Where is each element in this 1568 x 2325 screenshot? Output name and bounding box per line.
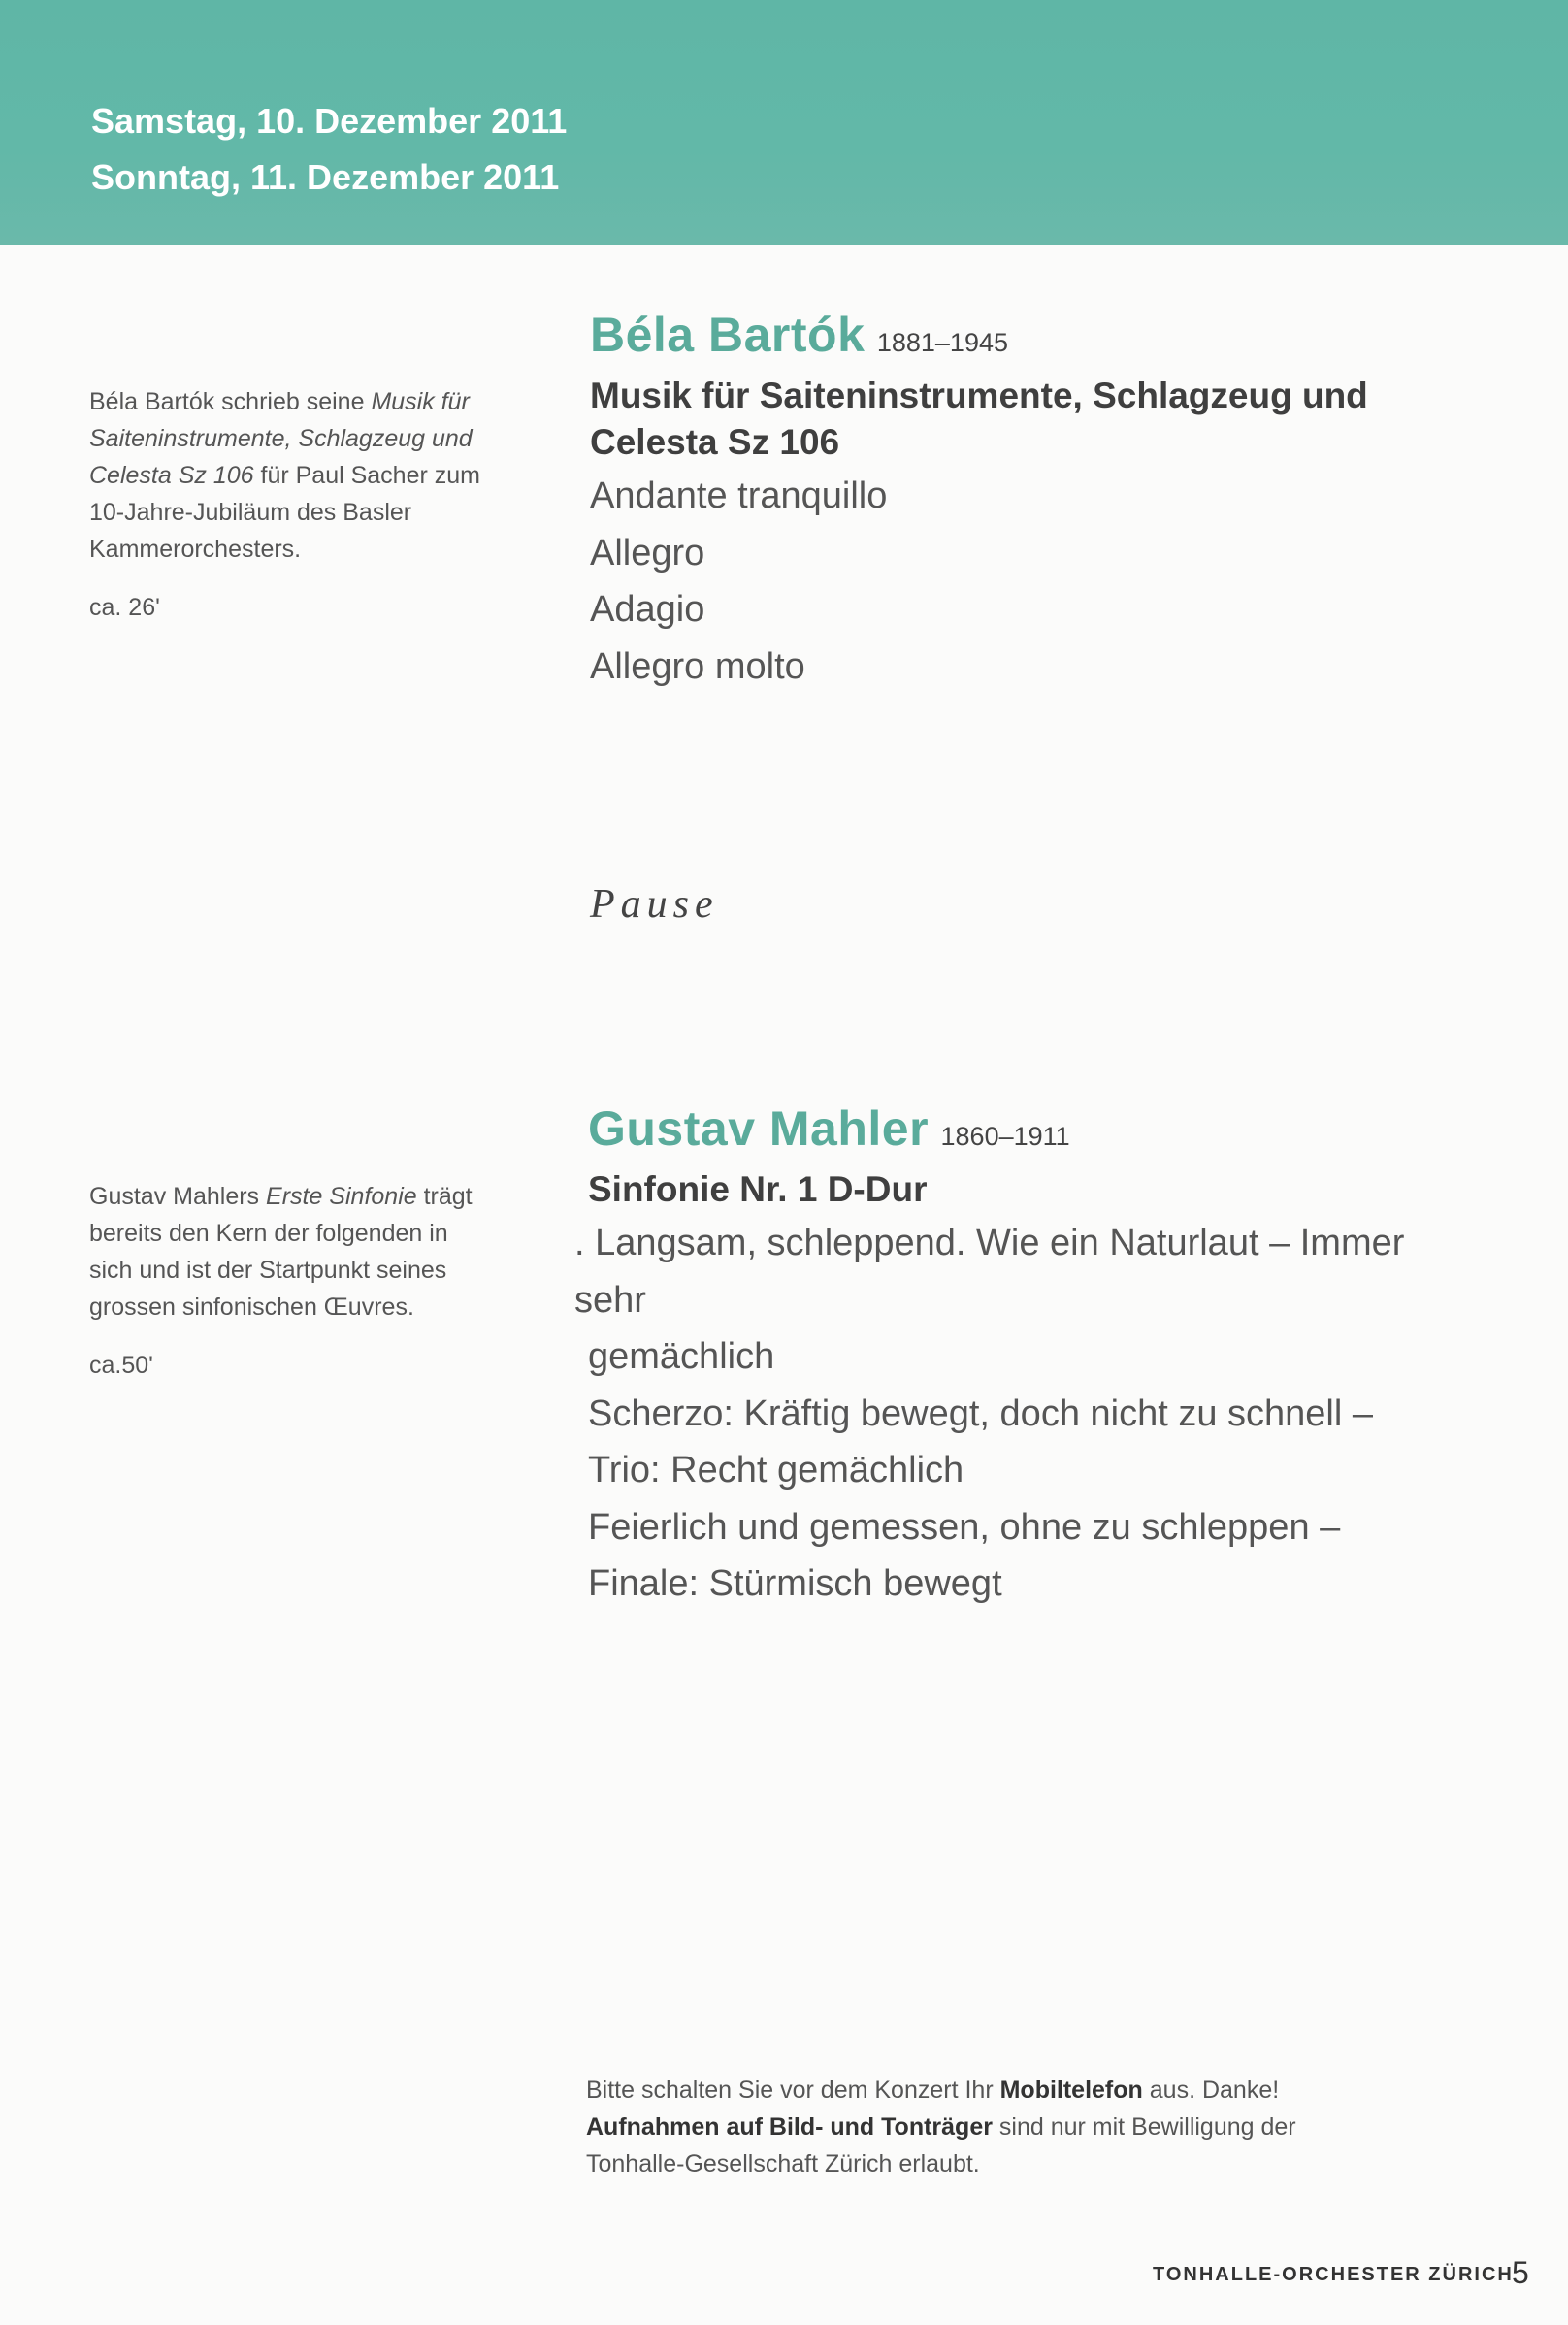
movement-item: Feierlich und gemessen, ohne zu schleppen – <box>588 1506 1341 1548</box>
pause-label: Pause <box>590 882 719 927</box>
movement-item: Finale: Stürmisch bewegt <box>588 1563 1002 1604</box>
header-band <box>0 0 1568 245</box>
movement-item: . Langsam, schleppend. Wie ein Naturlaut – Immer sehr <box>574 1223 1405 1321</box>
work-title: Sinfonie Nr. 1 D-Dur <box>588 1169 928 1209</box>
movement-list <box>590 468 1444 695</box>
movement-item: Trio: Recht gemächlich <box>588 1450 964 1490</box>
movement-item: Adagio <box>590 589 705 630</box>
movement-list <box>574 1215 1442 1613</box>
movement-item: gemächlich <box>588 1336 775 1377</box>
composer-name: Gustav Mahler <box>588 1101 930 1156</box>
footer-organization: TONHALLE-ORCHESTER ZÜRICH <box>1153 2264 1514 2285</box>
composer-name: Béla Bartók <box>590 308 866 362</box>
bartok-duration: ca. 26' <box>89 594 160 621</box>
movement-item: Allegro molto <box>590 645 805 687</box>
mahler-note-italic: Erste Sinfonie <box>266 1183 417 1210</box>
phone-notice <box>586 2072 1382 2182</box>
mahler-duration: ca.50' <box>89 1352 153 1379</box>
movement-item: Andante tranquillo <box>590 475 888 516</box>
recording-notice: Aufnahmen auf Bild- und Tonträger sind nur mit Bewilligung der Tonhalle-Gesellschaft Zürich erlaubt. <box>586 2113 1296 2178</box>
movement-item: Scherzo: Kräftig bewegt, doch nicht zu schnell – <box>588 1392 1374 1434</box>
page-number: 5 <box>1512 2255 1529 2290</box>
bartok-note-italic: Musik für Saiteninstrumente, Schlagzeug und Celesta Sz 106 <box>89 388 473 489</box>
date-saturday: Samstag, 10. Dezember 2011 <box>91 101 568 141</box>
bartok-work <box>590 307 1444 695</box>
date-sunday: Sonntag, 11. Dezember 2011 <box>91 157 560 197</box>
composer-lifespan: 1881–1945 <box>876 328 1008 357</box>
bartok-note-text: Béla Bartók schrieb seine Musik für Saiteninstrumente, Schlagzeug und Celesta Sz 106 für Paul Sacher zum 10-Jahre-Jubiläum des Basler Kammerorchesters. <box>89 388 480 563</box>
movement-item: Allegro <box>590 532 705 573</box>
mahler-work <box>574 1100 1442 1613</box>
mahler-note <box>89 1178 497 1384</box>
mahler-composer-line <box>588 1100 1442 1157</box>
work-title: Musik für Saiteninstrumente, Schlagzeug und Celesta Sz 106 <box>590 376 1368 462</box>
mahler-note-text: Gustav Mahlers Erste Sinfonie trägt bereits den Kern der folgenden in sich und ist der Startpunkt seines grossen sinfonischen Œuvres. <box>89 1183 473 1321</box>
composer-lifespan: 1860–1911 <box>940 1122 1070 1151</box>
concert-dates <box>91 93 567 206</box>
bartok-note <box>89 383 497 626</box>
phone-notice-line: Bitte schalten Sie vor dem Konzert Ihr Mobiltelefon aus. Danke! <box>586 2077 1280 2104</box>
bartok-composer-line <box>590 307 1444 363</box>
